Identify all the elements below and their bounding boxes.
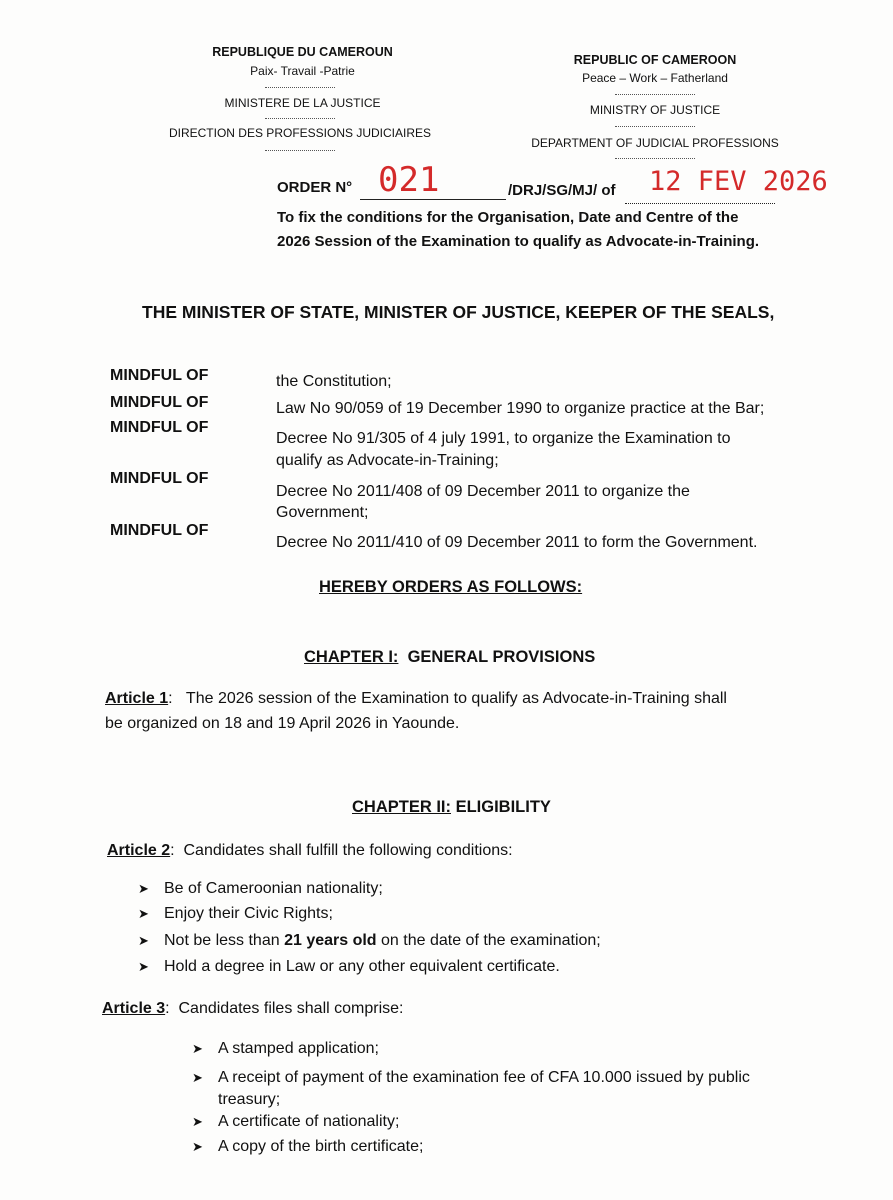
chapter1-heading [304,648,595,667]
arrow-bullet-icon: ➤ [138,959,149,974]
chapter2-number: CHAPTER II: [352,798,451,816]
list-item: ➤ A receipt of payment of the examination fee of CFA 10.000 issued by public [192,1069,750,1086]
list-item: ➤ A copy of the birth certificate; [192,1138,424,1155]
en-motto: Peace – Work – Fatherland [582,71,728,85]
mindful-label: MINDFUL OF [110,419,209,436]
chapter2-title: ELIGIBILITY [455,798,551,816]
article3-intro: Candidates files shall comprise: [178,1000,404,1017]
article1-line1: The 2026 session of the Examination to qualify as Advocate-in-Training shall [185,690,727,707]
mindful-item: Law No 90/059 of 19 December 1990 to organize practice at the Bar; [276,400,765,417]
order-subject-line1: To fix the conditions for the Organisation, Date and Centre of the [277,209,739,226]
divider [265,150,335,151]
list-item: ➤ Not be less than 21 years old on the date of the examination; [138,932,601,949]
divider [615,94,695,95]
order-number-stamp: 021 [378,160,440,200]
divider [265,118,335,119]
mindful-item: Decree No 91/305 of 4 july 1991, to organize the Examination to [276,430,731,447]
chapter1-title: GENERAL PROVISIONS [407,648,596,666]
article1-label: Article 1 [105,690,169,707]
arrow-bullet-icon: ➤ [192,1139,203,1154]
order-label: ORDER N° [277,179,353,196]
article1-line2: be organized on 18 and 19 April 2026 in Yaounde. [105,715,460,732]
order-subject-line2: 2026 Session of the Examination to qualify as Advocate-in-Training. [277,233,760,250]
mindful-item: the Constitution; [276,373,392,390]
divider [265,87,335,88]
list-item: ➤ A certificate of nationality; [192,1113,400,1130]
list-item: ➤ Enjoy their Civic Rights; [138,905,333,922]
hereby-heading: HEREBY ORDERS AS FOLLOWS: [319,578,583,596]
chapter1-number: CHAPTER I: [304,648,399,666]
mindful-label: MINDFUL OF [110,470,209,487]
order-date-line [625,203,775,204]
document-title: THE MINISTER OF STATE, MINISTER OF JUSTICE, KEEPER OF THE SEALS, [142,302,775,322]
en-department: DEPARTMENT OF JUDICIAL PROFESSIONS [531,136,779,150]
order-reference: /DRJ/SG/MJ/ of [508,182,616,199]
mindful-item-cont: qualify as Advocate-in-Training; [276,452,499,469]
list-item: ➤ A stamped application; [192,1040,379,1057]
divider [615,126,695,127]
mindful-label: MINDFUL OF [110,522,209,539]
fr-country: REPUBLIQUE DU CAMEROUN [212,45,393,59]
arrow-bullet-icon: ➤ [138,933,149,948]
article2-label: Article 2 [107,842,171,859]
list-item-cont: treasury; [218,1091,281,1108]
list-item: ➤ Hold a degree in Law or any other equivalent certificate. [138,958,560,975]
article3-label: Article 3 [102,1000,166,1017]
mindful-item-cont: Government; [276,504,369,521]
fr-motto: Paix- Travail -Patrie [250,64,355,78]
order-number-line [360,199,506,200]
mindful-item: Decree No 2011/408 of 09 December 2011 to organize the [276,483,690,500]
mindful-label: MINDFUL OF [110,367,209,384]
list-item: ➤ Be of Cameroonian nationality; [138,880,383,897]
arrow-bullet-icon: ➤ [192,1070,203,1085]
arrow-bullet-icon: ➤ [192,1041,203,1056]
chapter2-heading [352,798,551,817]
arrow-bullet-icon: ➤ [192,1114,203,1129]
fr-ministry: MINISTERE DE LA JUSTICE [224,96,381,110]
arrow-bullet-icon: ➤ [138,881,149,896]
age-requirement: 21 years old [284,932,377,949]
mindful-item: Decree No 2011/410 of 09 December 2011 to form the Government. [276,534,758,551]
order-date-stamp: 12 FEV 2026 [649,166,828,197]
en-ministry: MINISTRY OF JUSTICE [589,103,721,117]
arrow-bullet-icon: ➤ [138,906,149,921]
mindful-label: MINDFUL OF [110,394,209,411]
fr-direction: DIRECTION DES PROFESSIONS JUDICIAIRES [168,126,432,140]
en-country: REPUBLIC OF CAMEROON [573,53,737,67]
divider [615,158,695,159]
article2-intro: Candidates shall fulfill the following conditions: [183,842,513,859]
